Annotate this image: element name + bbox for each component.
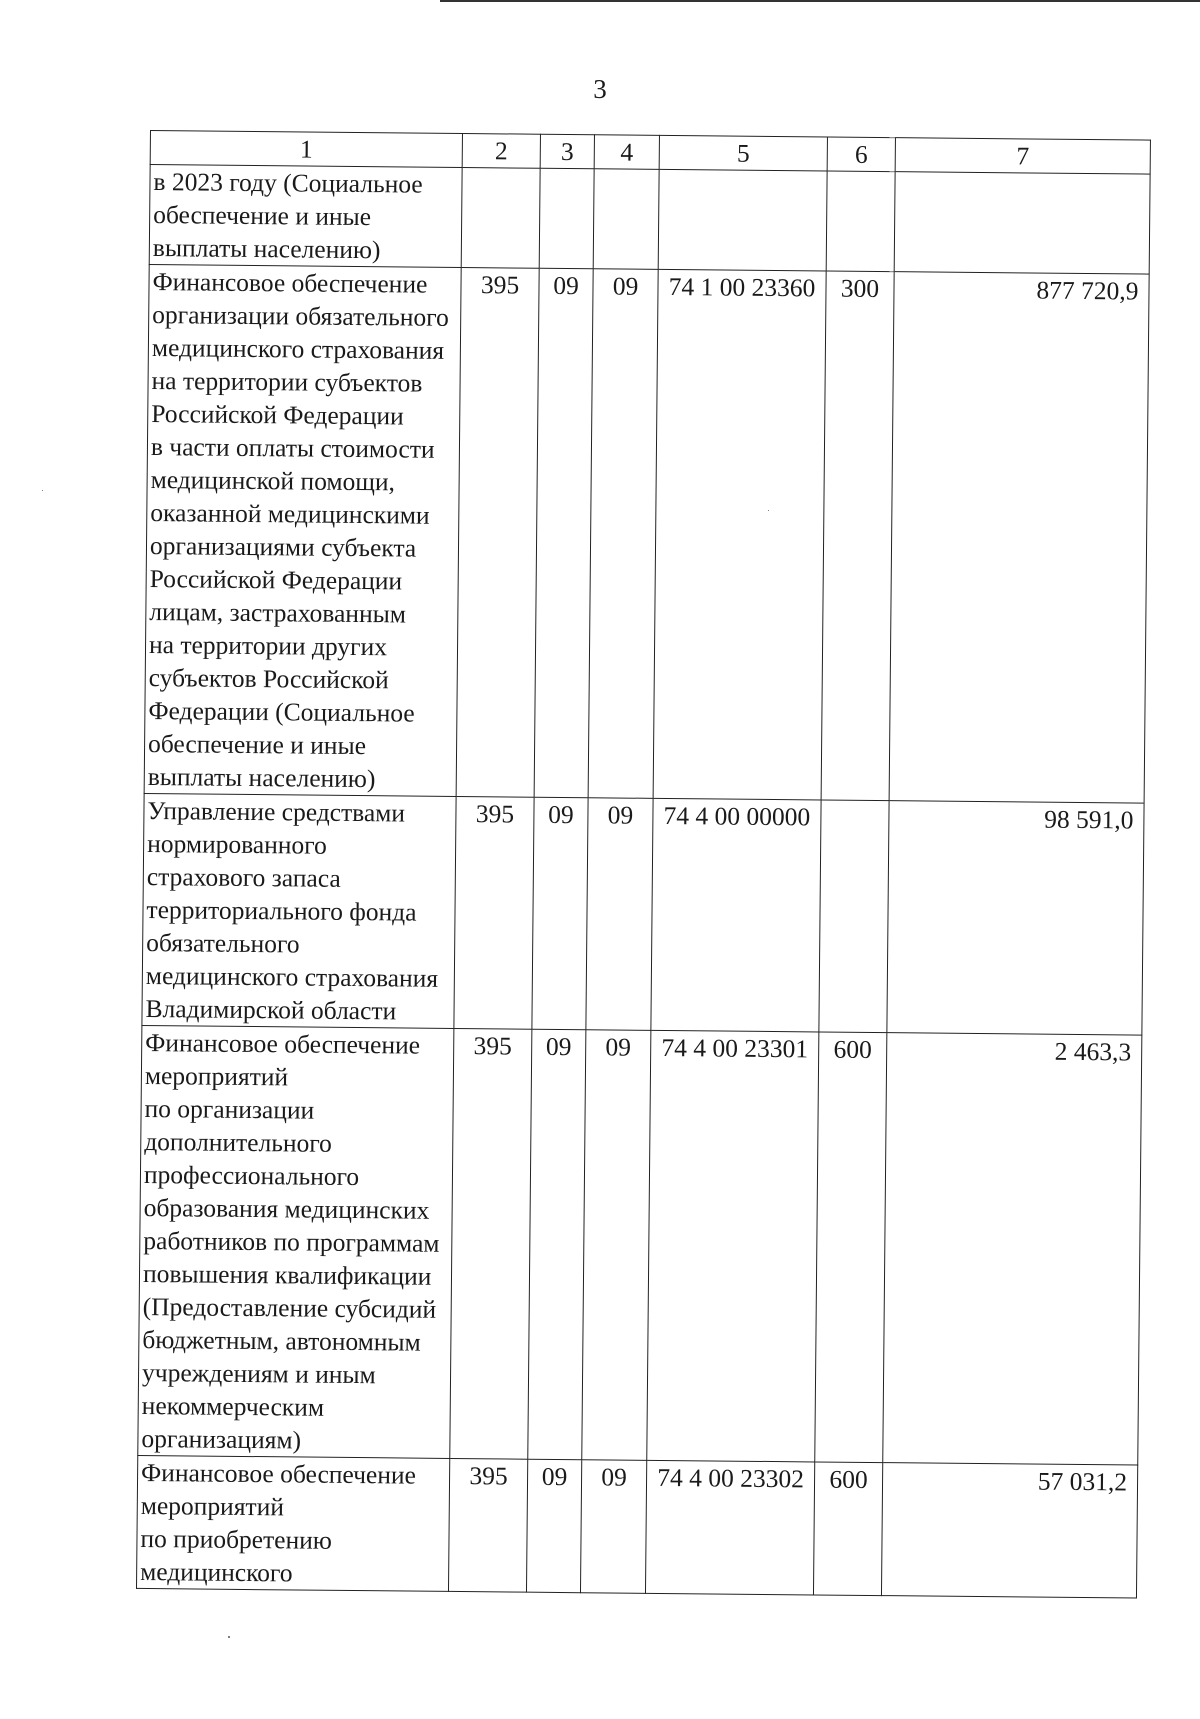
table-row bbox=[144, 264, 1149, 803]
amount-cell: 57 031,2 bbox=[881, 1463, 1137, 1598]
target-article-cell: 74 4 00 00000 bbox=[651, 798, 821, 1032]
item-name-cell: в 2023 году (Социальное обеспечение и иные выплаты населению) bbox=[149, 165, 462, 268]
column-header: 6 bbox=[827, 137, 895, 172]
ministry-code-cell: 395 bbox=[448, 1458, 527, 1592]
page-number: 3 bbox=[593, 74, 607, 104]
subsection-code-cell: 09 bbox=[580, 1460, 646, 1594]
expense-type-cell bbox=[819, 800, 889, 1033]
subsection-code-cell bbox=[593, 169, 659, 270]
ministry-code-cell bbox=[461, 167, 540, 268]
column-header: 7 bbox=[895, 138, 1150, 174]
subsection-code-cell: 09 bbox=[582, 1030, 651, 1461]
table-row bbox=[142, 793, 1144, 1035]
item-name-cell: Финансовое обеспечение мероприятий по организации дополнительного профессионального образования медицинских работников по программам повышения квалификации (Предоставление субсидий бюджетным, автономным учреждениям и иным некоммерческим организациям) bbox=[138, 1025, 454, 1458]
target-article-cell: 74 4 00 23302 bbox=[645, 1460, 814, 1595]
ministry-code-cell: 395 bbox=[450, 1028, 532, 1459]
budget-table bbox=[136, 130, 1151, 1599]
table-row bbox=[149, 165, 1150, 275]
column-header: 5 bbox=[659, 135, 827, 171]
column-header: 3 bbox=[540, 134, 594, 169]
target-article-cell: 74 1 00 23360 bbox=[653, 269, 826, 800]
expense-type-cell: 600 bbox=[813, 1462, 882, 1596]
scan-speck bbox=[42, 490, 43, 491]
column-header: 2 bbox=[462, 133, 540, 168]
amount-cell: 2 463,3 bbox=[883, 1033, 1142, 1465]
target-article-cell bbox=[658, 169, 827, 271]
item-name-cell: Управление средствами нормированного страхового запаса территориального фонда обязательного медицинского страхования Владимирской области bbox=[142, 793, 456, 1028]
item-name-cell: Финансовое обеспечение мероприятий по приобретению медицинского bbox=[136, 1455, 449, 1591]
section-code-cell: 09 bbox=[528, 1029, 586, 1459]
table-row bbox=[138, 1025, 1142, 1465]
top-edge-rule bbox=[440, 0, 1200, 2]
section-code-cell: 09 bbox=[526, 1459, 581, 1593]
amount-cell: 98 591,0 bbox=[887, 801, 1144, 1035]
section-code-cell bbox=[539, 168, 594, 269]
section-code-cell: 09 bbox=[534, 268, 593, 797]
expense-type-cell bbox=[826, 171, 895, 272]
scan-speck bbox=[228, 1636, 230, 1638]
section-code-cell: 09 bbox=[532, 797, 588, 1030]
column-header: 1 bbox=[150, 131, 462, 168]
target-article-cell: 74 4 00 23301 bbox=[647, 1030, 819, 1462]
subsection-code-cell: 09 bbox=[586, 798, 653, 1031]
subsection-code-cell: 09 bbox=[588, 269, 658, 799]
ministry-code-cell: 395 bbox=[454, 796, 534, 1029]
ministry-code-cell: 395 bbox=[456, 267, 539, 797]
expense-type-cell: 300 bbox=[821, 271, 894, 801]
column-header: 4 bbox=[594, 135, 659, 170]
amount-cell: 877 720,9 bbox=[889, 272, 1149, 803]
expense-type-cell: 600 bbox=[815, 1032, 887, 1463]
scan-speck bbox=[768, 510, 769, 511]
table-row bbox=[136, 1455, 1137, 1598]
item-name-cell: Финансовое обеспечение организации обязательного медицинского страхования на территории субъектов Российской Федерации в части оплаты стоимости медицинской помощи, оказанной медицинскими организациями субъекта Российской Федерации лицам, застрахованным на территории других субъектов Российской Федерации (Социальное обеспечение и иные выплаты населению) bbox=[144, 264, 461, 796]
amount-cell bbox=[894, 172, 1150, 274]
